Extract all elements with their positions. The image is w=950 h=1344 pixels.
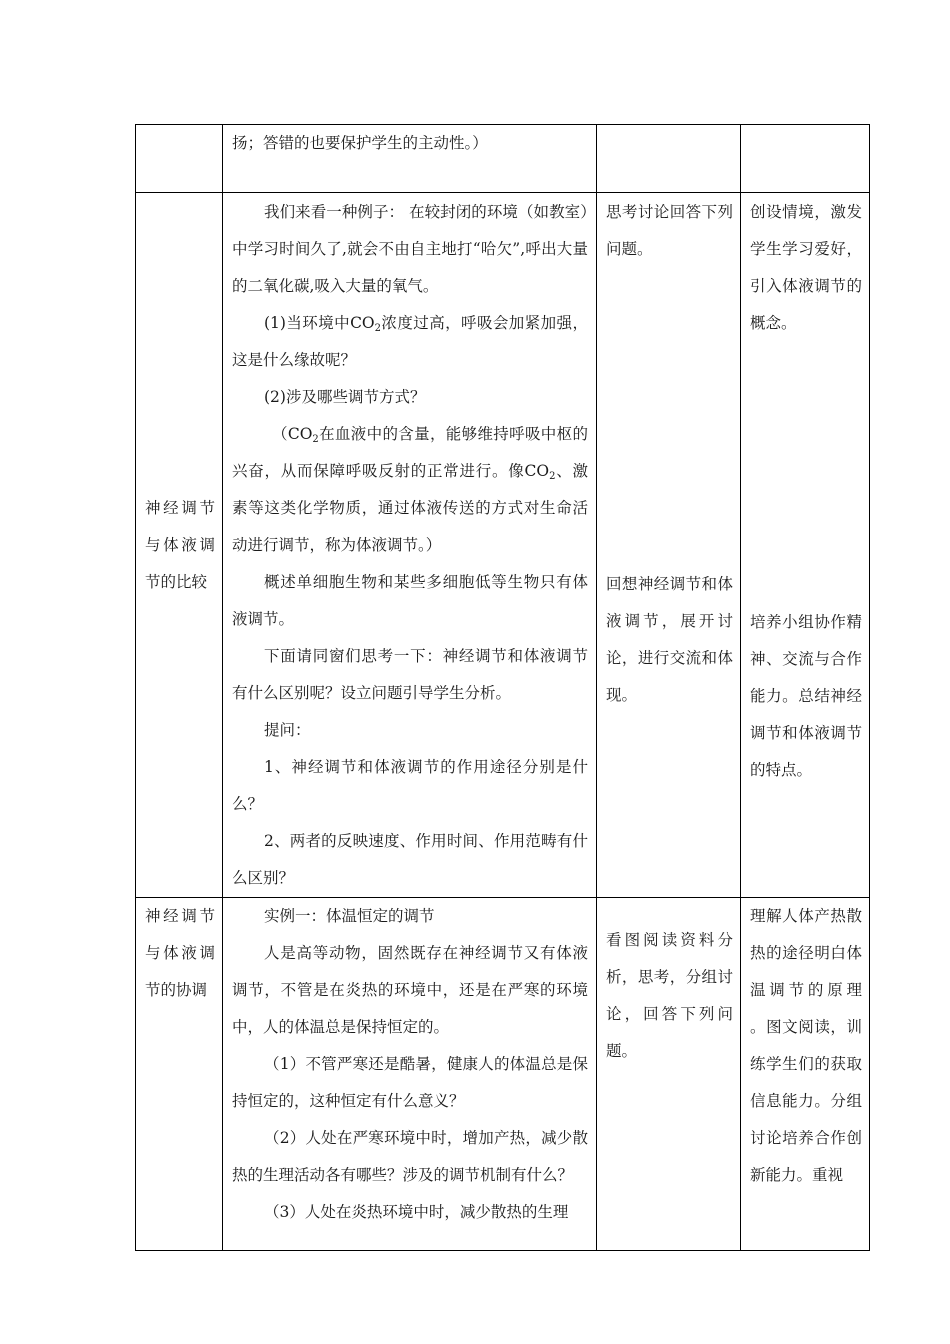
activity-text: 回想神经调节和体液调节，展开讨论，进行交流和体现。 [606, 575, 733, 704]
content-paragraph: 下面请同窗们思考一下：神经调节和体液调节有什么区别呢？设立问题引导学生分析。 [232, 647, 588, 702]
topic-label: 神经调节与体液调节的协调 [145, 907, 215, 999]
content-paragraph: (2)涉及哪些调节方式？ [264, 388, 426, 406]
student-activity-cell [597, 898, 741, 1251]
content-paragraph: （$CO_2$在血液中的含量，能够维持呼吸中枢的兴奋，从而保障呼吸反射的正常进行。像$CO_2$、激素等这类化学物质，通过体液传送的方式对生命活动进行调节，称为体液调节。） [232, 425, 588, 554]
activity-text: 思考讨论回答下列问题。 [606, 203, 733, 258]
table-row [136, 898, 870, 1251]
design-intent-cell [741, 898, 870, 1251]
content-paragraph: （2）人处在严寒环境中时，增加产热，减少散热的生理活动各有哪些？涉及的调节机制有什么？ [232, 1129, 588, 1184]
intent-text: 创设情境，激发学生学习爱好，引入体液调节的概念。 [750, 203, 862, 332]
content-paragraph: （1）不管严寒还是酷暑，健康人的体温总是保持恒定的，这种恒定有什么意义？ [232, 1055, 588, 1110]
content-cell [223, 125, 597, 193]
intent-text: 理解人体产热散热的途径明白体温调节的原理 。图文阅读，训练学生们的获取信息能力。分组讨论培养合作创新能力。重视 [750, 907, 862, 1184]
lesson-plan-table [135, 124, 870, 1251]
content-paragraph: 2、两者的反映速度、作用时间、作用范畴有什么区别？ [232, 832, 588, 887]
content-paragraph: (1)当环境中$CO_2$浓度过高，呼吸会加紧加强，这是什么缘故呢？ [232, 314, 588, 369]
content-paragraph: （3）人处在炎热环境中时，减少散热的生理 [264, 1203, 569, 1221]
topic-cell [136, 193, 223, 898]
content-cell [223, 193, 597, 898]
activity-text: 看图阅读资料分析，思考，分组讨论，回答下列问题。 [606, 931, 733, 1060]
content-paragraph: 实例一：体温恒定的调节 [264, 907, 435, 925]
table-row [136, 193, 870, 898]
content-paragraph: 1、神经调节和体液调节的作用途径分别是什么？ [232, 758, 588, 813]
student-activity-cell [597, 125, 741, 193]
design-intent-cell [741, 125, 870, 193]
student-activity-cell [597, 193, 741, 898]
content-paragraph: 我们来看一种例子： 在较封闭的环境（如教室）中学习时间久了,就会不由自主地打“哈欠”,呼出大量的二氧化碳,吸入大量的氧气。 [232, 203, 588, 295]
table-row [136, 125, 870, 193]
content-paragraph: 扬；答错的也要保护学生的主动性。） [232, 134, 488, 152]
topic-label: 神经调节与体液调节的比较 [145, 498, 215, 591]
content-paragraph: 人是高等动物，固然既存在神经调节又有体液调节，不管是在炎热的环境中，还是在严寒的环境中，人的体温总是保持恒定的。 [232, 944, 588, 1036]
topic-cell [136, 898, 223, 1251]
topic-cell [136, 125, 223, 193]
content-cell [223, 898, 597, 1251]
design-intent-cell [741, 193, 870, 898]
content-paragraph: 提问： [264, 721, 311, 739]
intent-text: 培养小组协作精神、交流与合作能力。总结神经调节和体液调节的特点。 [750, 613, 862, 779]
content-paragraph: 概述单细胞生物和某些多细胞低等生物只有体液调节。 [232, 573, 588, 628]
